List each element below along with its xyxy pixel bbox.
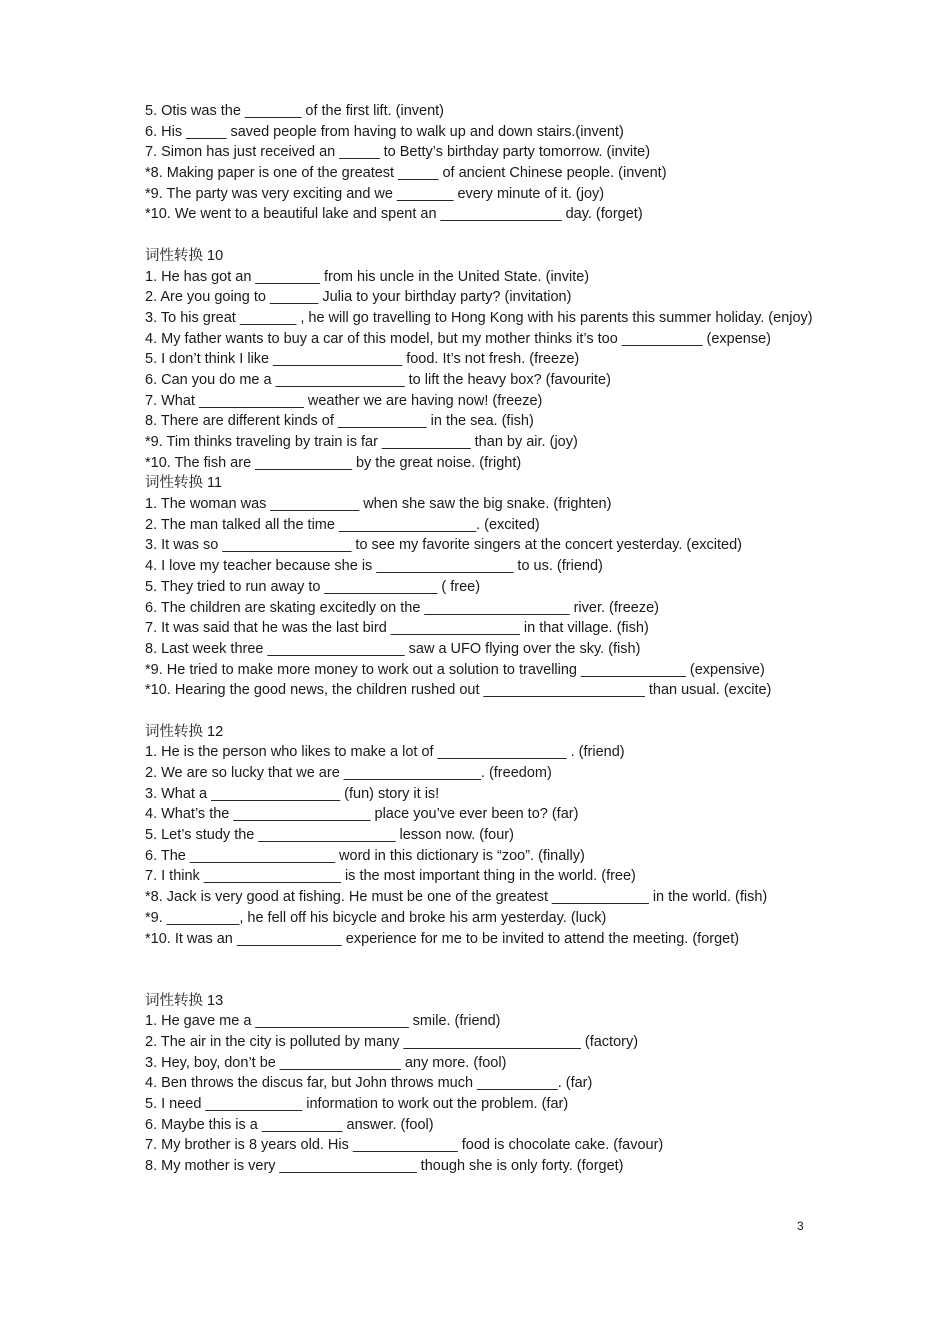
exercise-item: 4. I love my teacher because she is _________________ to us. (friend) <box>145 558 603 575</box>
exercise-item: 7. It was said that he was the last bird ________________ in that village. (fish) <box>145 620 649 637</box>
exercise-item: *10. The fish are ____________ by the great noise. (fright) <box>145 454 522 471</box>
exercise-item: 2. The man talked all the time _________________. (excited) <box>145 516 540 533</box>
exercise-item: 4. My father wants to buy a car of this model, but my mother thinks it’s too __________ (expense) <box>145 330 771 347</box>
section-heading: 词性转换 11 <box>145 475 223 492</box>
exercise-item: *8. Making paper is one of the greatest _____ of ancient Chinese people. (invent) <box>145 165 667 182</box>
exercise-item: 4. What’s the _________________ place you’ve ever been to? (far) <box>145 806 579 823</box>
page-number: 3 <box>797 1219 804 1233</box>
exercise-item: 1. He has got an ________ from his uncle in the United State. (invite) <box>145 268 590 285</box>
section-previous <box>145 101 835 225</box>
exercise-item: *10. It was an _____________ experience for me to be invited to attend the meeting. (forget) <box>145 930 740 947</box>
exercise-item: 8. My mother is very _________________ though she is only forty. (forget) <box>145 1158 624 1175</box>
exercise-item: *9. He tried to make more money to work out a solution to travelling _____________ (expensive) <box>145 661 765 678</box>
exercise-item: 5. They tried to run away to ______________ ( free) <box>145 578 481 595</box>
exercise-item: 6. Can you do me a ________________ to lift the heavy box? (favourite) <box>145 371 611 388</box>
exercise-item: *8. Jack is very good at fishing. He must be one of the greatest ____________ in the world. (fish) <box>145 889 768 906</box>
exercise-item: 4. Ben throws the discus far, but John throws much __________. (far) <box>145 1075 593 1092</box>
exercise-item: 2. Are you going to ______ Julia to your birthday party? (invitation) <box>145 289 572 306</box>
exercise-item: 3. It was so ________________ to see my favorite singers at the concert yesterday. (excited) <box>145 537 742 554</box>
exercise-item: 6. The children are skating excitedly on the __________________ river. (freeze) <box>145 599 660 616</box>
worksheet-content <box>145 101 835 1177</box>
exercise-item: *9. Tim thinks traveling by train is far ___________ than by air. (joy) <box>145 434 578 451</box>
exercise-item: 5. I need ____________ information to work out the problem. (far) <box>145 1096 569 1113</box>
section-10 <box>145 246 835 474</box>
exercise-item: 2. The air in the city is polluted by many ______________________ (factory) <box>145 1033 639 1050</box>
section-11 <box>145 473 835 701</box>
section-12 <box>145 722 835 950</box>
exercise-item: 3. To his great _______ , he will go travelling to Hong Kong with his parents this summer holiday. (enjoy) <box>145 309 813 326</box>
exercise-item: 3. What a ________________ (fun) story it is! <box>145 785 440 802</box>
exercise-item: 7. What _____________ weather we are having now! (freeze) <box>145 392 543 409</box>
section-heading: 词性转换 10 <box>145 247 224 264</box>
exercise-item: 8. Last week three _________________ saw a UFO flying over the sky. (fish) <box>145 640 641 657</box>
section-heading: 词性转换 12 <box>145 723 224 740</box>
exercise-item: 8. There are different kinds of ___________ in the sea. (fish) <box>145 413 534 430</box>
exercise-item: 5. Let’s study the _________________ lesson now. (four) <box>145 827 514 844</box>
exercise-item: 2. We are so lucky that we are _________________. (freedom) <box>145 765 552 782</box>
exercise-item: 1. The woman was ___________ when she saw the big snake. (frighten) <box>145 496 612 513</box>
exercise-item: 5. I don’t think I like ________________ food. It’s not fresh. (freeze) <box>145 351 580 368</box>
exercise-item: 7. Simon has just received an _____ to Betty’s birthday party tomorrow. (invite) <box>145 144 651 161</box>
exercise-item: *9. _________, he fell off his bicycle and broke his arm yesterday. (luck) <box>145 909 607 926</box>
exercise-item: *9. The party was very exciting and we _______ every minute of it. (joy) <box>145 185 605 202</box>
exercise-item: 6. His _____ saved people from having to walk up and down stairs.(invent) <box>145 123 624 140</box>
exercise-item: 6. Maybe this is a __________ answer. (fool) <box>145 1116 434 1133</box>
spacer <box>145 701 835 722</box>
spacer <box>145 225 835 246</box>
exercise-item: *10. Hearing the good news, the children rushed out ____________________ than usual. (excite) <box>145 682 772 699</box>
section-heading: 词性转换 13 <box>145 992 224 1009</box>
section-13 <box>145 991 835 1177</box>
exercise-item: *10. We went to a beautiful lake and spent an _______________ day. (forget) <box>145 206 643 223</box>
exercise-item: 7. My brother is 8 years old. His _____________ food is chocolate cake. (favour) <box>145 1137 664 1154</box>
exercise-item: 5. Otis was the _______ of the first lift. (invent) <box>145 103 445 119</box>
exercise-item: 1. He gave me a ___________________ smile. (friend) <box>145 1013 501 1030</box>
exercise-item: 3. Hey, boy, don’t be _______________ any more. (fool) <box>145 1054 507 1071</box>
spacer <box>145 949 835 990</box>
exercise-item: 7. I think _________________ is the most important thing in the world. (free) <box>145 868 636 885</box>
exercise-item: 1. He is the person who likes to make a lot of ________________ . (friend) <box>145 744 625 761</box>
exercise-item: 6. The __________________ word in this dictionary is “zoo”. (finally) <box>145 847 585 864</box>
